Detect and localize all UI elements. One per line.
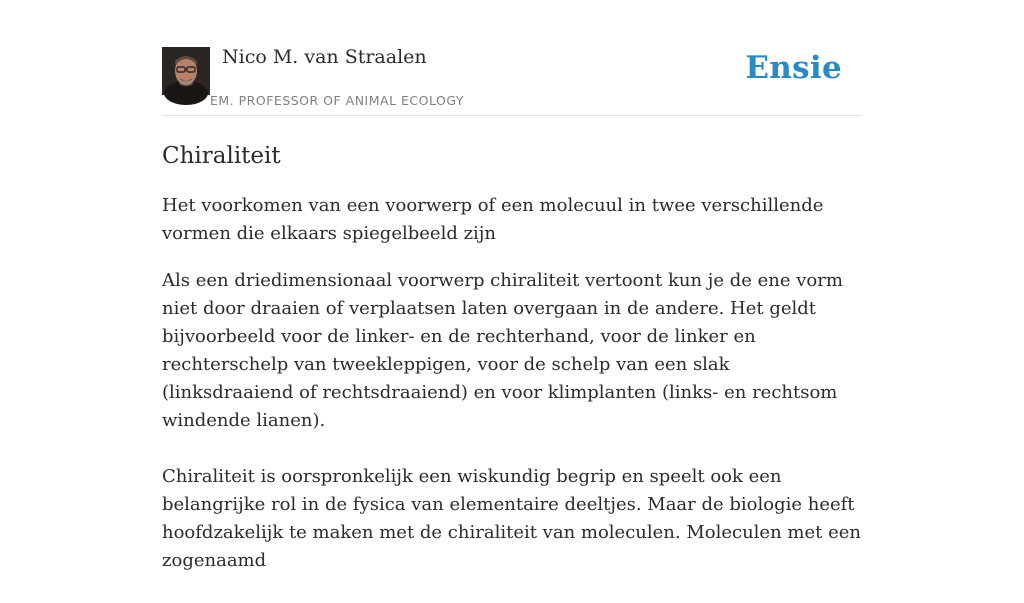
article-body bbox=[162, 267, 862, 575]
author-title: EM. PROFESSOR OF ANIMAL ECOLOGY bbox=[210, 93, 465, 108]
definition-card bbox=[162, 0, 862, 603]
term-definition: Het voorkomen van een voorwerp of een molecuul in twee verschillende vormen die elkaars spiegelbeeld zijn bbox=[162, 195, 824, 244]
author-header bbox=[162, 0, 862, 116]
body-paragraph: Chiraliteit is oorspronkelijk een wiskundig begrip en speelt ook een belangrijke rol in de fysica van elementaire deeltjes. Maar de biologie heeft hoofdzakelijk te maken met de chiraliteit van moleculen. Moleculen met een zogenaamd bbox=[162, 466, 861, 571]
ensie-logo[interactable]: Ensie bbox=[745, 50, 842, 86]
body-paragraph: Als een driedimensionaal voorwerp chiraliteit vertoont kun je de ene vorm niet door draaien of verplaatsen laten overgaan in de andere. Het geldt bijvoorbeeld voor de linker- en de rechterhand, voor de linker en rechterschelp van tweekleppigen, voor de schelp van een slak (linksdraaiend of rechtsdraaiend) en voor klimplanten (links- en rechtsom windende lianen). bbox=[162, 270, 843, 431]
author-name[interactable]: Nico M. van Straalen bbox=[222, 46, 427, 68]
author-avatar[interactable] bbox=[162, 47, 210, 95]
author-photo-image bbox=[162, 47, 210, 95]
term-title: Chiraliteit bbox=[162, 143, 281, 169]
